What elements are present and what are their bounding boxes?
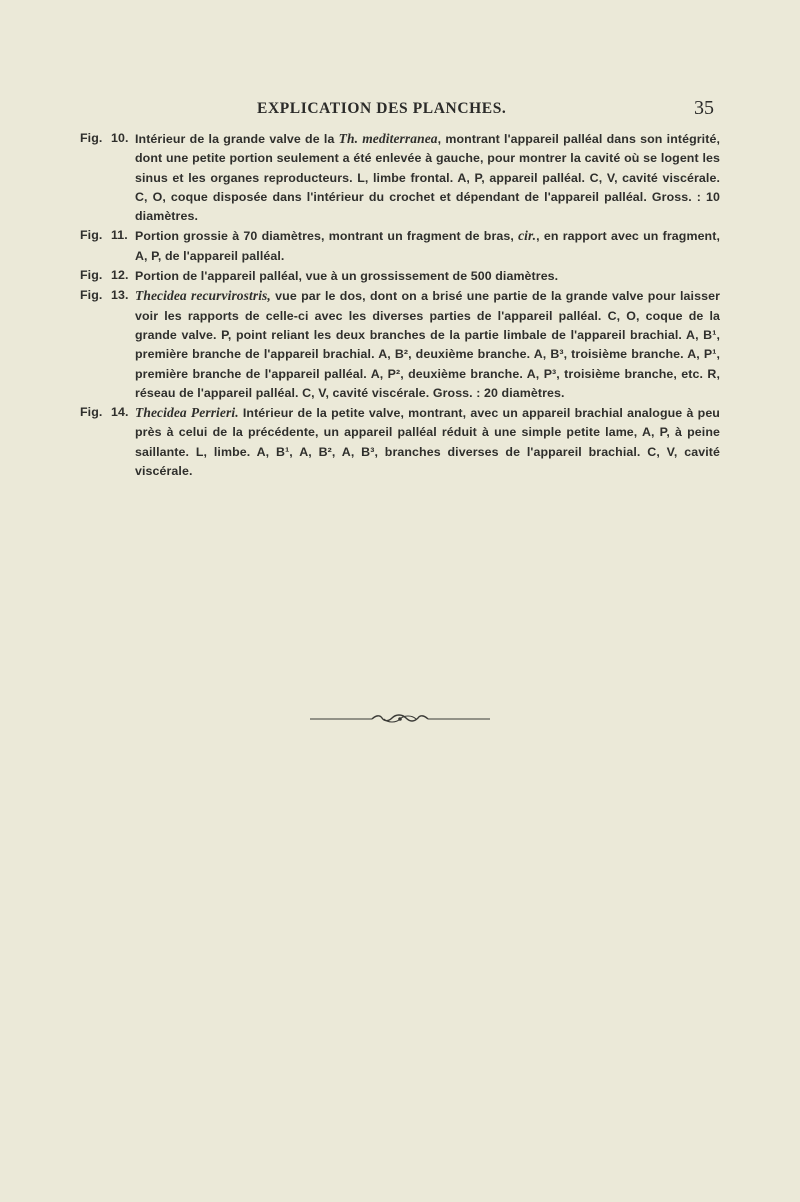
figure-label: Fig. 10. [80, 131, 129, 145]
figure-caption-14 [80, 403, 720, 481]
figure-label: Fig. 13. [80, 288, 129, 303]
figure-label: Fig. 14. [80, 405, 129, 420]
caption-text: Portion de l'appareil palléal, vue à un grossissement de 500 diamètres. [135, 269, 559, 284]
figure-captions [80, 129, 720, 481]
abbreviation: cir. [518, 228, 537, 244]
caption-text: Portion grossie à 70 diamètres, montrant un fragment de bras, cir., en rapport avec un fragment, A, P, de l'appareil palléal. [135, 228, 720, 263]
figure-label: Fig. 12. [80, 268, 129, 283]
caption-text: Thecidea recurvirostris, vue par le dos, dont on a brisé une partie de la grande valve pour laisser voir les rapports de celle-ci avec les diverses parties de l'appareil palléal. C, O, coque de la grande valve. P, point reliant les deux branches de la partie limbale de l'appareil brachial. A, B¹, première branche de l'appareil brachial. A, B², deuxième branche. A, B³, troisième branche. A, P¹, première branche de l'appareil palléal. A, P², deuxième branche. A, P³, troisième branche, etc. R, réseau de l'appareil palléal. C, V, cavité viscérale. Gross. : 20 diamètres. [135, 288, 720, 400]
running-title: EXPLICATION DES PLANCHES. [257, 100, 507, 117]
page-number: 35 [694, 97, 714, 119]
page-header [0, 97, 800, 122]
figure-caption-12 [80, 266, 720, 286]
species-name: Thecidea Perrieri. [135, 405, 239, 421]
figure-label: Fig. 11. [80, 228, 128, 243]
species-name: Thecidea recurvirostris, [135, 288, 271, 304]
fleuron-rule-icon [310, 712, 490, 726]
figure-caption-10 [80, 129, 720, 226]
caption-text: Thecidea Perrieri. Intérieur de la petite valve, montrant, avec un appareil brachial analogue à peu près à celui de la précédente, un appareil palléal réduit à une simple petite lame, A, P, à peine saillante. L, limbe. A, B¹, A, B², A, B³, branches diverses de l'appareil brachial. C, V, cavité viscérale. [135, 405, 720, 479]
species-name: Th. mediterranea [338, 131, 438, 146]
figure-caption-13 [80, 286, 720, 403]
figure-caption-11 [80, 226, 720, 266]
caption-text: Intérieur de la grande valve de la Th. mediterranea, montrant l'appareil palléal dans son intégrité, dont une petite portion seulement a été enlevée à gauche, pour montrer la cavité où se logent les sinus et les organes reproducteurs. L, limbe frontal. A, P, appareil palléal. C, V, cavité viscérale. C, O, coque disposée dans l'intérieur du crochet et dépendant de l'appareil palléal. Gross. : 10 diamètres. [135, 131, 720, 224]
